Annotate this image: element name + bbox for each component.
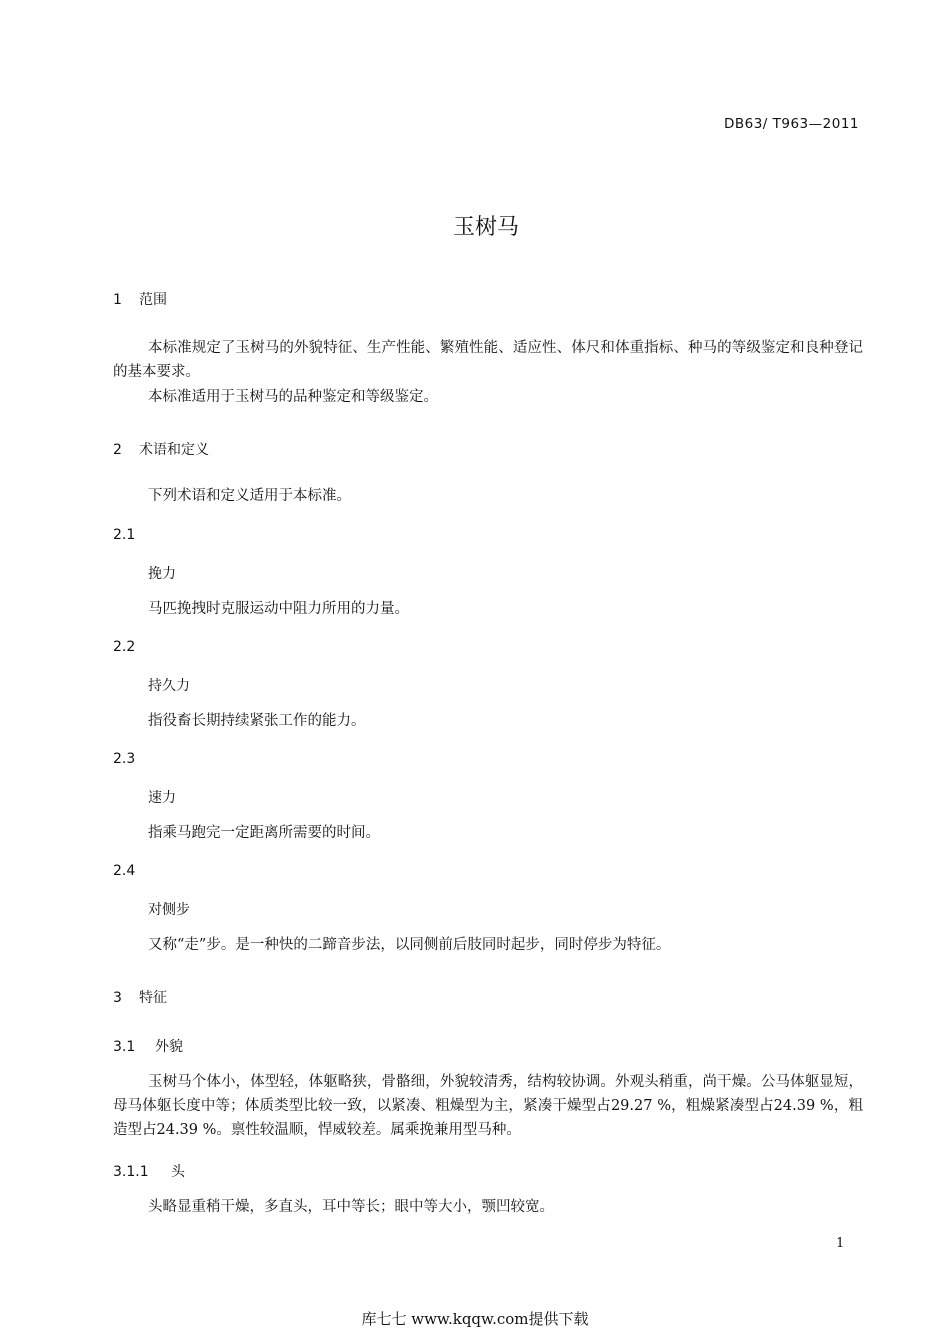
page-number: 1 <box>836 1236 845 1251</box>
term-2-4: 对侧步 <box>148 902 190 918</box>
section-3-1-paragraph: 玉树马个体小，体型轻，体躯略狭，骨骼细，外貌较清秀，结构较协调。外观头稍重，尚干燥。公马体躯显短，母马体躯长度中等；体质类型比较一致，以紧凑、粗燥型为主，紧凑干燥型占29.27 %，粗燥紧凑型占24.39 %，粗造型占24.39 %。禀性较温顺，悍威较差。属乘挽兼用型马种。 <box>113 1074 863 1138</box>
section-number: 3.1.1 <box>113 1164 149 1180</box>
section-3-1-1-paragraph: 头略显重稍干燥，多直头，耳中等长；眼中等大小，颚凹较宽。 <box>148 1199 554 1215</box>
definition-2-1: 马匹挽拽时克服运动中阻力所用的力量。 <box>148 601 409 617</box>
document-title: 玉树马 <box>452 215 519 240</box>
term-2-2: 持久力 <box>148 678 190 694</box>
section-1-heading <box>113 289 167 309</box>
section-title: 范围 <box>139 292 167 308</box>
definition-2-4: 又称“走”步。是一种快的二蹄音步法，以同侧前后肢同时起步，同时停步为特征。 <box>148 937 671 953</box>
footer-watermark: 库七七 www.kqqw.com提供下载 <box>361 1310 589 1328</box>
section-number: 3 <box>113 990 122 1006</box>
section-2-heading <box>113 439 209 459</box>
section-1-paragraph-2: 本标准适用于玉树马的品种鉴定和等级鉴定。 <box>148 389 438 405</box>
section-number: 2 <box>113 442 122 458</box>
subsection-2-3-number: 2.3 <box>113 751 136 767</box>
section-title: 头 <box>171 1164 185 1180</box>
definition-2-2: 指役畜长期持续紧张工作的能力。 <box>148 713 366 729</box>
section-3-heading <box>113 987 167 1007</box>
subsection-2-2-number: 2.2 <box>113 639 136 655</box>
section-title: 特征 <box>139 990 167 1006</box>
subsection-2-4-number: 2.4 <box>113 863 136 879</box>
term-2-1: 挽力 <box>148 566 176 582</box>
section-number: 3.1 <box>113 1039 136 1055</box>
term-2-3: 速力 <box>148 790 176 806</box>
section-title: 外貌 <box>155 1039 183 1055</box>
subsection-2-1-number: 2.1 <box>113 527 136 543</box>
document-code: DB63/ T963—2011 <box>723 116 859 132</box>
section-1-paragraph-1: 本标准规定了玉树马的外貌特征、生产性能、繁殖性能、适应性、体尺和体重指标、种马的等级鉴定和良种登记的基本要求。 <box>113 340 863 380</box>
section-title: 术语和定义 <box>139 442 209 458</box>
definition-2-3: 指乘马跑完一定距离所需要的时间。 <box>148 825 380 841</box>
section-number: 1 <box>113 292 122 308</box>
subsection-3-1-1-heading <box>113 1161 185 1181</box>
section-2-paragraph-1: 下列术语和定义适用于本标准。 <box>148 488 351 504</box>
subsection-3-1-heading <box>113 1036 183 1056</box>
